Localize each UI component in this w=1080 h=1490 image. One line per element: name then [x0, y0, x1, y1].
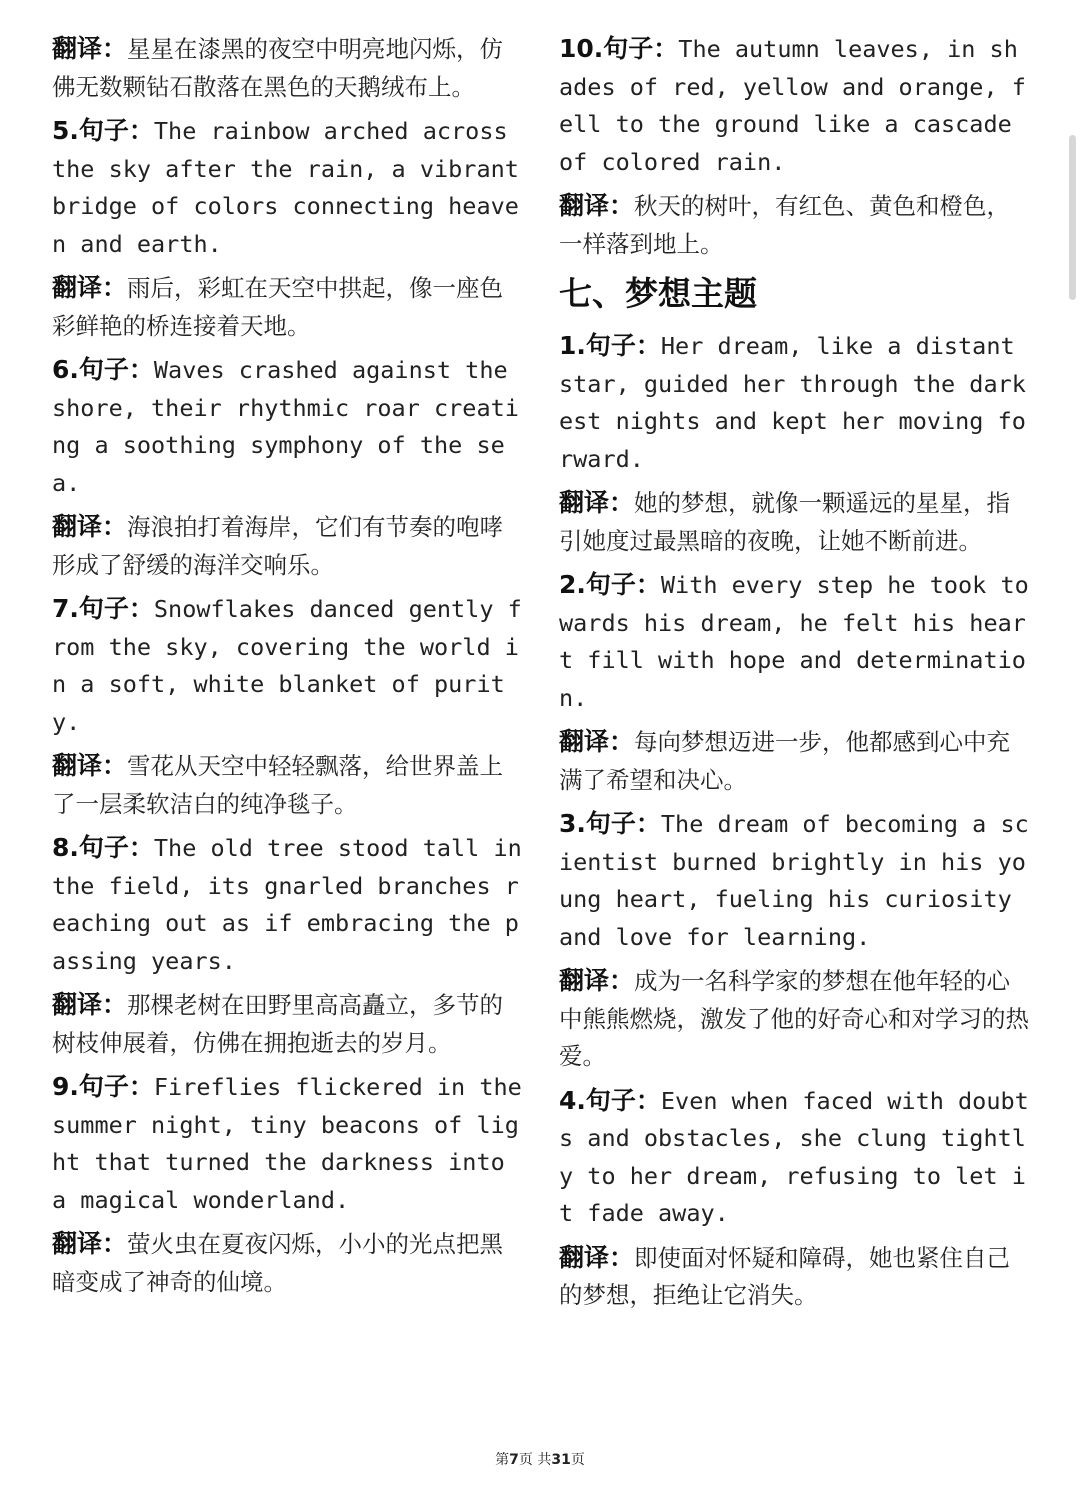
footer-total-pages: 31 — [551, 1452, 571, 1468]
translation-block — [52, 986, 522, 1062]
translation-block — [559, 723, 1031, 799]
sentence-label: 5.句子： — [52, 116, 154, 145]
sentence-block — [52, 829, 522, 980]
translation-label: 翻译： — [559, 488, 635, 517]
translation-label: 翻译： — [52, 34, 128, 63]
translation-label: 翻译： — [52, 751, 128, 780]
sentence-text: The rainbow arched across the sky after the rain, a vibrant bridge of colors connecting heaven and earth. — [52, 117, 519, 258]
sentence-text: Fireflies flickered in the summer night, tiny beacons of light that turned the darkness into a magical wonderland. — [52, 1073, 522, 1214]
sentence-block — [52, 590, 522, 741]
sentence-label: 10.句子： — [559, 34, 679, 63]
translation-text: 她的梦想，就像一颗遥远的星星，指引她度过最黑暗的夜晚，让她不断前进。 — [559, 489, 1011, 555]
sentence-label: 8.句子： — [52, 833, 154, 862]
scrollbar-thumb[interactable] — [1069, 135, 1076, 300]
sentence-text: With every step he took towards his dream, he felt his heart fill with hope and determination. — [559, 571, 1029, 712]
section-heading: 七、梦想主题 — [559, 274, 757, 313]
left-column — [52, 30, 522, 1307]
sentence-label: 1.句子： — [559, 331, 661, 360]
translation-text: 雨后，彩虹在天空中拱起，像一座色彩鲜艳的桥连接着天地。 — [52, 274, 504, 340]
sentence-block — [559, 30, 1031, 181]
translation-text: 海浪拍打着海岸，它们有节奏的咆哮形成了舒缓的海洋交响乐。 — [52, 513, 504, 579]
translation-text: 星星在漆黑的夜空中明亮地闪烁，仿佛无数颗钻石散落在黑色的天鹅绒布上。 — [52, 35, 504, 101]
sentence-label: 4.句子： — [559, 1085, 661, 1115]
sentence-label: 3.句子： — [559, 809, 661, 838]
sentence-label: 2.句子： — [559, 570, 661, 599]
translation-text: 雪花从天空中轻轻飘落，给世界盖上了一层柔软洁白的纯净毯子。 — [52, 752, 504, 818]
translation-label: 翻译： — [559, 966, 635, 995]
sentence-text: Waves crashed against the shore, their rhythmic roar creating a soothing symphony of the sea. — [52, 356, 519, 497]
translation-text: 那棵老树在田野里高高矗立，多节的树枝伸展着，仿佛在拥抱逝去的岁月。 — [52, 991, 504, 1057]
translation-label: 翻译： — [52, 273, 128, 302]
sentence-text: The autumn leaves, in shades of red, yellow and orange, fell to the ground like a cascade of colored rain. — [559, 35, 1026, 176]
sentence-block — [52, 351, 522, 502]
translation-label: 翻译： — [52, 1229, 128, 1258]
translation-block — [52, 747, 522, 823]
sentence-text: The dream of becoming a scientist burned brightly in his young heart, fueling his curiosity and love for learning. — [559, 810, 1029, 951]
sentence-text: The old tree stood tall in the field, its gnarled branches reaching out as if embracing the passing years. — [52, 834, 522, 975]
translation-block — [559, 962, 1031, 1076]
right-column — [559, 30, 1031, 1321]
sentence-block — [559, 327, 1031, 478]
translation-label: 翻译： — [52, 512, 128, 541]
sentence-text: Snowflakes danced gently from the sky, covering the world in a soft, white blanket of purity. — [52, 595, 522, 736]
right-before-section — [559, 30, 1031, 263]
translation-text: 每向梦想迈进一步，他都感到心中充满了希望和决心。 — [559, 728, 1011, 794]
sentence-block — [52, 1068, 522, 1219]
sentence-block — [559, 805, 1031, 956]
footer-page-number: 7 — [509, 1452, 519, 1468]
translation-label: 翻译： — [52, 990, 128, 1019]
sentence-label: 6.句子： — [52, 355, 154, 384]
translation-block — [52, 508, 522, 584]
translation-text: 萤火虫在夏夜闪烁，小小的光点把黑暗变成了神奇的仙境。 — [52, 1230, 504, 1296]
sentence-block — [559, 1082, 1031, 1233]
sentence-label: 9.句子： — [52, 1072, 154, 1101]
translation-label: 翻译： — [559, 727, 635, 756]
page-footer — [0, 1449, 1080, 1469]
translation-block — [52, 269, 522, 345]
translation-block — [559, 187, 1031, 263]
translation-label: 翻译： — [559, 1242, 635, 1272]
sentence-block — [559, 566, 1031, 717]
translation-block — [52, 30, 522, 106]
translation-text: 秋天的树叶，有红色、黄色和橙色，一样落到地上。 — [559, 192, 1011, 258]
translation-block — [52, 1225, 522, 1301]
footer-suffix: 页 — [570, 1452, 585, 1468]
right-after-section — [559, 327, 1031, 1315]
translation-text: 成为一名科学家的梦想在他年轻的心中熊熊燃烧，激发了他的好奇心和对学习的热爱。 — [559, 967, 1029, 1070]
translation-block — [559, 1239, 1031, 1315]
translation-block — [559, 484, 1031, 560]
footer-middle: 页 共 — [518, 1452, 552, 1468]
sentence-block — [52, 112, 522, 263]
translation-text: 即使面对怀疑和障碍，她也紧住自己的梦想，拒绝让它消失。 — [559, 1243, 1011, 1309]
sentence-text: Even when faced with doubts and obstacles, she clung tightly to her dream, refusing to let it fade away. — [559, 1086, 1029, 1227]
sentence-text: Her dream, like a distant star, guided her through the darkest nights and kept her moving forward. — [559, 332, 1026, 473]
translation-label: 翻译： — [559, 191, 635, 220]
footer-prefix: 第 — [495, 1452, 510, 1468]
sentence-label: 7.句子： — [52, 594, 154, 623]
